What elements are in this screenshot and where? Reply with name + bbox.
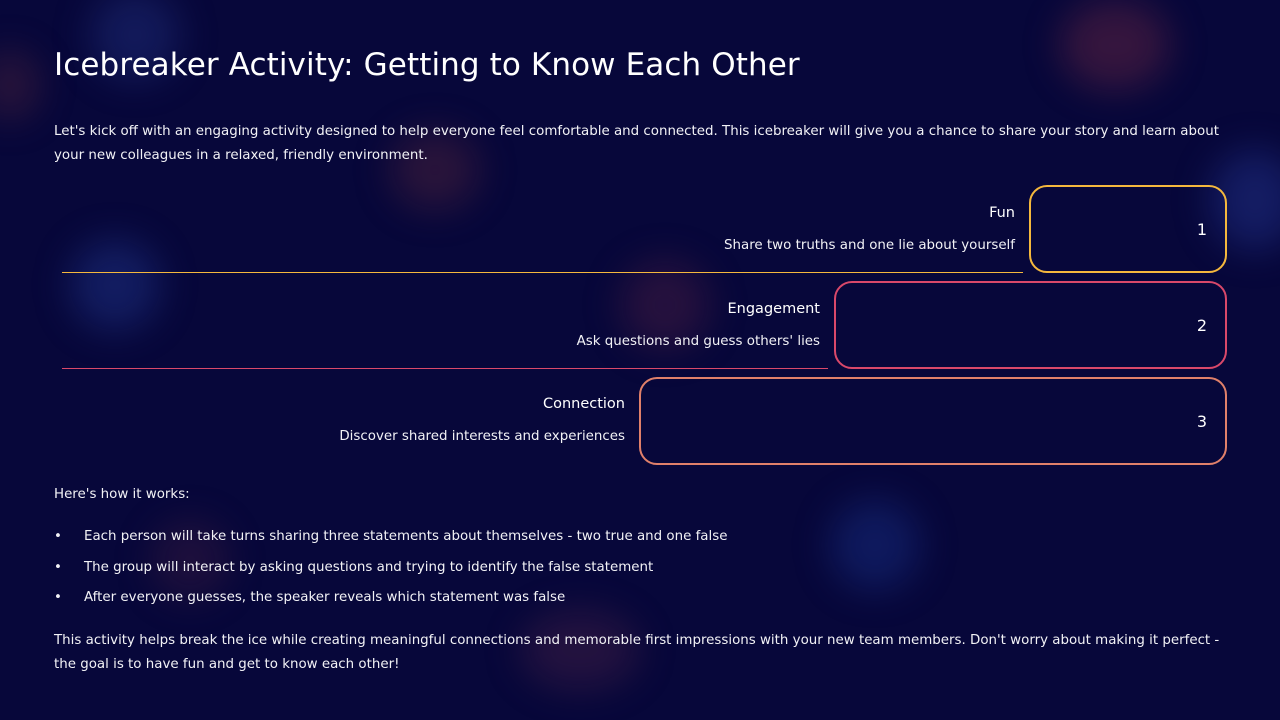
step-1-number: 1 bbox=[1196, 220, 1207, 239]
list-item-text: The group will interact by asking questions and trying to identify the false statement bbox=[84, 559, 654, 575]
list-item-text: Each person will take turns sharing three statements about themselves - two true and one false bbox=[84, 529, 728, 544]
step-3-text bbox=[339, 394, 625, 447]
step-3-description: Discover shared interests and experiences bbox=[339, 429, 625, 444]
step-2-box bbox=[834, 281, 1227, 369]
step-3-name: Connection bbox=[542, 396, 625, 412]
step-1-name: Fun bbox=[989, 205, 1015, 221]
step-2-description: Ask questions and guess others' lies bbox=[576, 334, 820, 349]
intro-paragraph: Let's kick off with an engaging activity designed to help everyone feel comfortable and connected. This icebreaker will give you a chance to share your story and learn about your new colleagues in a relaxed, friendly environment. bbox=[54, 124, 1219, 163]
step-2-number: 2 bbox=[1196, 316, 1207, 335]
step-3-box bbox=[639, 377, 1227, 465]
background-glow bbox=[0, 50, 40, 120]
background-glow bbox=[830, 500, 920, 590]
step-1-description: Share two truths and one lie about yourself bbox=[724, 238, 1015, 253]
list-item bbox=[54, 527, 727, 547]
closing-paragraph: This activity helps break the ice while creating meaningful connections and memorable first impressions with your new team members. Don't worry about making it perfect - the goal is to have fun and get to know each other! bbox=[54, 633, 1220, 672]
step-2-divider bbox=[62, 368, 828, 369]
background-glow bbox=[70, 240, 160, 330]
list-item bbox=[54, 558, 727, 578]
slide-title: Icebreaker Activity: Getting to Know Each Other bbox=[54, 47, 800, 83]
list-item-text: After everyone guesses, the speaker reveals which statement was false bbox=[84, 590, 566, 605]
step-3-number: 3 bbox=[1196, 412, 1207, 431]
step-1-text bbox=[724, 203, 1015, 256]
step-1-divider bbox=[62, 272, 1023, 273]
step-1-box bbox=[1029, 185, 1227, 273]
howto-heading: Here's how it works: bbox=[54, 487, 190, 502]
step-2-text bbox=[577, 299, 820, 352]
background-glow bbox=[1060, 0, 1170, 90]
step-2-name: Engagement bbox=[727, 301, 820, 317]
bullet-dot-icon: • bbox=[54, 590, 62, 605]
howto-list bbox=[54, 527, 727, 619]
list-item bbox=[54, 588, 727, 608]
bullet-dot-icon: • bbox=[54, 529, 62, 544]
bullet-dot-icon: • bbox=[54, 559, 62, 575]
